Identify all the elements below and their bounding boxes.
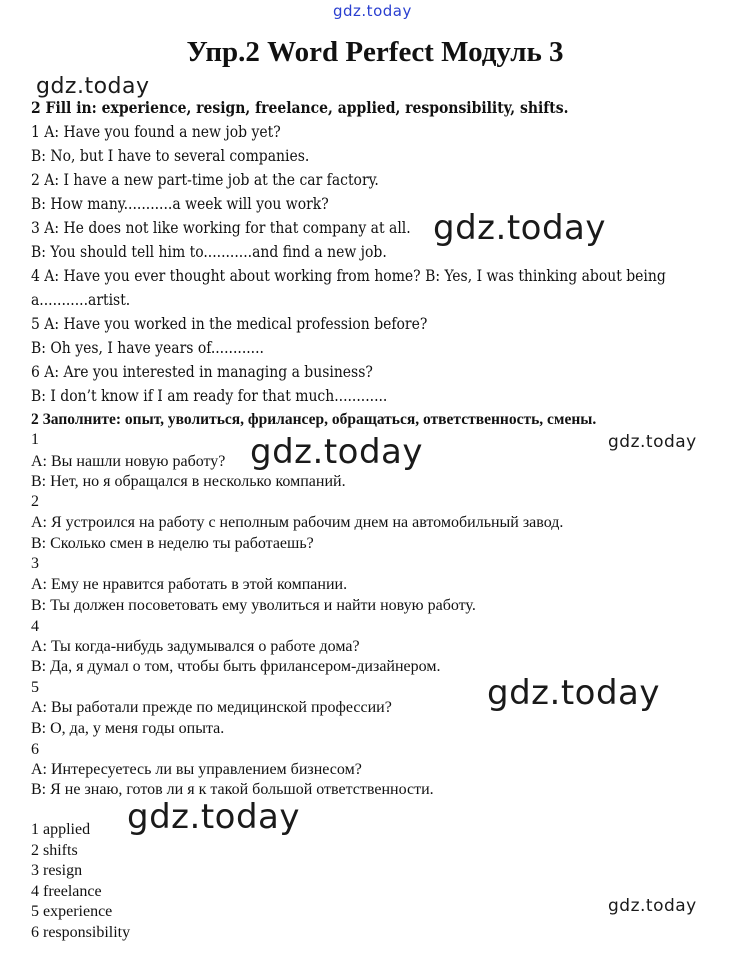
watermark: gdz.today — [608, 432, 697, 452]
watermark: gdz.today — [36, 74, 150, 99]
english-line: 5 A: Have you worked in the medical profession before? — [31, 315, 428, 333]
russian-line: B: О, да, у меня годы опыта. — [31, 720, 225, 737]
russian-line: A: Вы работали прежде по медицинской профессии? — [31, 699, 392, 716]
russian-line: 1 — [31, 431, 39, 448]
answer-item: 3 resign — [31, 862, 83, 879]
answer-item: 4 freelance — [31, 883, 102, 900]
russian-line: A: Ты когда-нибудь задумывался о работе дома? — [31, 638, 360, 655]
russian-line: 2 — [31, 493, 39, 510]
english-line: 6 A: Are you interested in managing a business? — [31, 363, 373, 381]
russian-line: 6 — [31, 741, 39, 758]
russian-line: A: Я устроился на работу с неполным рабочим днем на автомобильный завод. — [31, 514, 564, 531]
russian-line: A: Интересуетесь ли вы управлением бизнесом? — [31, 761, 362, 778]
russian-line: B: Сколько смен в неделю ты работаешь? — [31, 535, 314, 552]
english-line: B: I don’t know if I am ready for that much............ — [31, 387, 388, 405]
watermark: gdz.today — [433, 208, 606, 248]
english-line: B: Oh yes, I have years of............ — [31, 339, 264, 357]
russian-line: B: Ты должен посоветовать ему уволиться и найти новую работу. — [31, 597, 476, 614]
answer-item: 2 shifts — [31, 842, 78, 859]
english-line: 4 A: Have you ever thought about working from home? B: Yes, I was thinking about being — [31, 267, 666, 285]
russian-line: A: Ему не нравится работать в этой компании. — [31, 576, 348, 593]
russian-line: A: Вы нашли новую работу? — [31, 453, 226, 470]
english-line: 1 A: Have you found a new job yet? — [31, 123, 281, 141]
english-line: 3 A: He does not like working for that company at all. — [31, 219, 411, 237]
russian-line: 3 — [31, 555, 39, 572]
watermark: gdz.today — [250, 432, 423, 472]
page-title: Упр.2 Word Perfect Модуль 3 — [186, 36, 564, 68]
watermark-top: gdz.today — [333, 2, 412, 20]
russian-line: 4 — [31, 618, 39, 635]
answer-item: 6 responsibility — [31, 924, 131, 941]
english-instruction: 2 Fill in: experience, resign, freelance, applied, responsibility, shifts. — [31, 98, 569, 117]
english-line: B: No, but I have to several companies. — [31, 147, 310, 165]
english-line: a...........artist. — [31, 291, 131, 309]
watermark: gdz.today — [487, 673, 660, 713]
russian-instruction: 2 Заполните: опыт, уволиться, фрилансер, обращаться, ответственность, смены. — [31, 411, 597, 428]
english-line: B: You should tell him to...........and find a new job. — [31, 243, 387, 261]
english-line: 2 A: I have a new part-time job at the car factory. — [31, 171, 379, 189]
watermark: gdz.today — [608, 896, 697, 916]
russian-line: 5 — [31, 679, 39, 696]
answer-item: 5 experience — [31, 903, 113, 920]
russian-line: B: Нет, но я обращался в несколько компаний. — [31, 473, 346, 490]
answer-item: 1 applied — [31, 821, 91, 838]
english-line: B: How many...........a week will you work? — [31, 195, 329, 213]
russian-line: B: Да, я думал о том, чтобы быть фрилансером-дизайнером. — [31, 658, 441, 675]
watermark: gdz.today — [127, 797, 300, 837]
russian-line: B: Я не знаю, готов ли я к такой большой ответственности. — [31, 781, 434, 798]
